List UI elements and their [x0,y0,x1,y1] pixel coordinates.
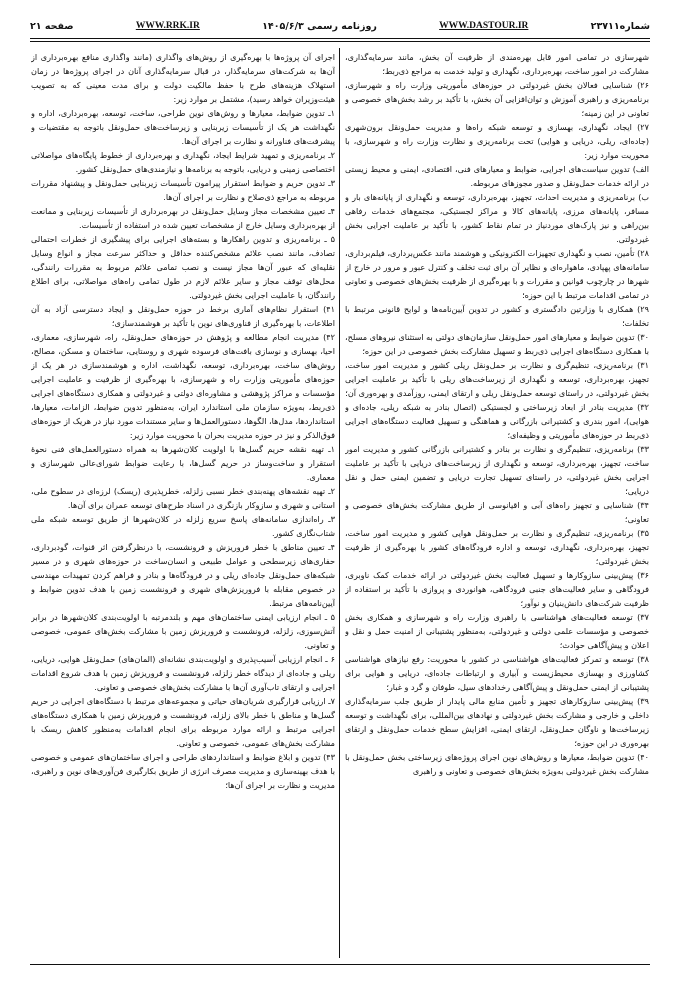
dastour-site-link[interactable]: WWW.DASTOUR.IR [439,21,529,31]
page-header [30,18,650,34]
paragraph: ۲ـ برنامه‌ریزی و تمهید شرایط ایجاد، نگهداری و بهره‌برداری از خطوط پایگاه‌های مواصلاتی اختصاصی زمینی و دریایی، باتوجه به برنامه‌ها و نیازمندی‌های حمل‌ونقل کشور. [31,150,335,174]
paragraph: ۳۴) شناسایی و تجهیز راه‌های آبی و اقیانوسی از طریق مشارکت بخش‌های خصوصی و تعاونی؛ [345,500,649,524]
paragraph: ۳۸) توسعه و تمرکز فعالیت‌های هواشناسی در کشور با محوریت: رفع نیازهای هواشناسی کشاورزی و بهسازی محیط‌زیست و آبیاری و ارتباطات جاده‌ای، دریایی و هوایی برای پشتیبانی از ایمنی حمل‌ونقل و پیش‌آگاهی رخدادهای سیل، طوفان و گرد و غبار؛ [345,654,649,692]
paragraph: ۲ـ تهیه نقشه‌های پهنه‌بندی خطر نسبی زلزله، خطرپذیری (ریسک) لرزه‌ای در سطوح ملی، استانی و شهری و سازوکار بازنگری در اسناد طرح‌های توسعه عمران برای آن‌ها. [31,486,335,510]
paragraph: ۳ـ راه‌اندازی سامانه‌های پاسخ سریع زلزله در کلان‌شهرها از طریق توسعه شبکه ملی شتاب‌نگاری کشور. [31,514,335,538]
paragraph: ۳۳) برنامه‌ریزی، تنظیم‌گری و نظارت بر بنادر و کشتیرانی بازرگانی کشور و مدیریت امور ساخت، تجهیز، بهره‌برداری، توسعه و نگهداری از زیرساخت‌های دریایی با تأکید بر عاملیت اجرایی بخش غیردولتی، در راستای تسهیل تجارت دریایی و تضمین ایمنی حمل و نقل دریایی؛ [345,444,649,496]
page-number: صفحه ۲۱ [30,20,74,32]
paragraph: ب) برنامه‌ریزی و مدیریت احداث، تجهیز، بهره‌برداری، توسعه و نگهداری از پایانه‌های بار و مسافر، پایانه‌های مرزی، پایانه‌های کالا و مراکز لجستیکی، مجتمع‌های خدمات رفاهی بین‌راهی و نیز پارک‌های موردنیاز در تمام نقاط کشور، با تأکید بر عاملیت اجرایی بخش غیردولتی. [345,192,649,244]
paragraph: ۴ـ تعیین مناطق با خطر فروریزش و فرونشست، با درنظرگرفتن اثر قنوات، گودبرداری، حفاری‌های زیرسطحی و عوامل طبیعی و انسان‌ساخت در حوزه‌های شهری و در مسیر شبکه‌های حمل‌ونقل جاده‌ای ریلی و در فرودگاه‌ها و بنادر و فراهم کردن تمهیدات مهندسی در خصوص مقابله با فروریزش‌های شهری و فرونشست زمین با هدف تدوین ضوابط و آیین‌نامه‌های مرتبط. [31,542,335,608]
paragraph: ۲۸) تأمین، نصب و نگهداری تجهیزات الکترونیکی و هوشمند مانند عکس‌برداری، فیلم‌برداری، سامانه‌های پهپادی، ماهواره‌ای و نظایر آن برای ثبت تخلف و کنترل عبور و مرور در خارج از شهرها در چارچوب قوانین و مقررات و با بهره‌گیری از ظرفیت بخش‌های خصوصی و تعاونی در تمامی اقدامات مرتبط با این حوزه؛ [345,248,649,300]
paragraph: ۱ـ تدوین ضوابط، معیارها و روش‌های نوین طراحی، ساخت، توسعه، بهره‌برداری، اداره و نگهداشت هر یک از تأسیسات زیربنایی و زیرساخت‌های حمل‌ونقل باتوجه به مقتضیات و پیشرفت‌های فناورانه و نظارت بر اجرای آن‌ها. [31,108,335,146]
paragraph: ۴۲) مدیریت انجام مطالعه و پژوهش در حوزه‌های حمل‌ونقل، راه، شهرسازی، معماری، احیا، بهسازی و نوسازی بافت‌های فرسوده شهری و روستایی، ساختمان و مسکن، مصالح، روش‌های ساخت، بهره‌برداری، توسعه، نگهداشت، اداره و هوشمندسازی در هر یک از حوزه‌های مأموریتی وزارت راه و شهرسازی، با بهره‌گیری از ظرفیت و عاملیت اجرایی مؤسسات و مراکز پژوهشی و مشاوره‌ای دولتی و غیردولتی و همکاری دستگاه‌های اجرایی ذی‌ربط، به‌ویژه سازمان ملی استاندارد ایران، به‌منظور تدوین ضوابط، الزامات، معیارها، استانداردها، مدل‌ها، الگوها، دستورالعمل‌ها و سایر مستندات مورد نیاز در هریک از حوزه‌های فوق‌الذکر و نیز در حوزه مدیریت بحران با محوریت موارد زیر: [31,332,335,440]
paragraph: ۴۱) استقرار نظام‌های آماری برخط در حوزه حمل‌ونقل و ایجاد دسترسی آزاد به آن اطلاعات، با بهره‌گیری از فناوری‌های نوین با تأکید بر هوشمندسازی؛ [31,304,335,328]
paragraph: ۵ ـ برنامه‌ریزی و تدوین راهکارها و بسته‌های اجرایی برای پیشگیری از خطرات احتمالی تصادف، مانند نصب علائم مشخص‌کننده حداقل و حداکثر سرعت مجاز و انواع وسایل نقلیه‌ای که عبور آن‌ها مجاز نیست و نصب تمامی علائم مربوط به مقررات رانندگی، محل‌های توقف مجاز و سایر علائم لازم در طول تمامی راه‌های مواصلاتی، برای اطلاع رانندگان، با عاملیت اجرایی بخش غیردولتی. [31,234,335,300]
paragraph: شهرسازی در تمامی امور قابل بهره‌مندی از ظرفیت آن بخش، مانند سرمایه‌گذاری، مشارکت در امور ساخت، بهره‌برداری، نگهداری و تولید خدمت به مراجع ذی‌ربط؛ [345,52,649,76]
paragraph: اجرای آن پروژه‌ها با بهره‌گیری از روش‌های واگذاری (مانند واگذاری منافع بهره‌برداری از آن‌ها به شرکت‌های سرمایه‌گذار، در قبال سرمایه‌گذاری آنان در اجرای پروژه‌ها در زمان استهلاک هزینه‌های طرح با حفظ مالکیت دولت و برای مدت معینی که به تصویب هیئت‌وزیران خواهد رسید)، مشتمل بر موارد زیر: [31,52,335,104]
paragraph: الف) تدوین سیاست‌های اجرایی، ضوابط و معیارهای فنی، اقتصادی، ایمنی و محیط زیستی در ارائه خدمات حمل‌ونقل و صدور مجوزهای مربوطه. [345,164,649,188]
paragraph: ۳۵) برنامه‌ریزی، تنظیم‌گری و نظارت بر حمل‌ونقل هوایی کشور و مدیریت امور ساخت، تجهیز، بهره‌برداری، نگهداری، توسعه و اداره فرودگاه‌های کشور با بهره‌گیری از ظرفیت بخش غیردولتی؛ [345,528,649,566]
paragraph: ۳ـ تدوین حریم و ضوابط استقرار پیرامون تأسیسات زیربنایی حمل‌ونقل و پیشنهاد مقررات مربوطه به مراجع ذی‌صلاح و نظارت بر اجرای آن‌ها. [31,178,335,202]
left-column [31,50,335,958]
paragraph: ۱ـ تهیه نقشه حریم گسل‌ها با اولویت کلان‌شهرها به همراه دستورالعمل‌های فنی نحوهٔ استقرار و ساخت‌وساز در حریم گسل‌ها، با رعایت ضوابط شورای‌عالی شهرسازی و معماری. [31,444,335,482]
paragraph: ۵ ـ انجام ارزیابی ایمنی ساختمان‌های مهم و بلندمرتبه با اولویت‌بندی کلان‌شهرها در برابر آتش‌سوزی، زلزله، فرونشست و فروریزش زمین با مشارکت بخش‌های عمومی، خصوصی و تعاونی. [31,612,335,650]
footer-rule [30,964,650,965]
paragraph: ۲۶) شناسایی فعالان بخش غیردولتی در حوزه‌های مأموریتی وزارت راه و شهرسازی، برنامه‌ریزی و راهبری آموزش و توان‌افزایی آن بخش، با تأکید بر رشد بخش‌های خصوصی و تعاونی در این زمینه؛ [345,80,649,118]
paragraph: ۳۹) پیش‌بینی سازوکارهای تجهیز و تأمین منابع مالی پایدار از طریق جلب سرمایه‌گذاری داخلی و خارجی و مشارکت بخش غیردولتی و نهادهای بین‌المللی، برای نگهداشت و توسعه زیرساخت‌ها و ناوگان حمل‌ونقل، ارتقای ایمنی، افزایش سطح خدمات حمل‌ونقل و ارتقای بهره‌وری در این حوزه؛ [345,696,649,748]
paragraph: ۶ ـ انجام ارزیابی آسیب‌پذیری و اولویت‌بندی نشانه‌ای (المان‌های) حمل‌ونقل هوایی، دریایی، ریلی و جاده‌ای از دیدگاه خطر زلزله، فرونشست و فروریزش زمین با هدف شروع اقدامات اجرایی و ارتقای تاب‌آوری آن‌ها با مشارکت بخش‌های خصوصی و تعاونی. [31,654,335,692]
paragraph: ۳۱) برنامه‌ریزی، تنظیم‌گری و نظارت بر حمل‌ونقل ریلی کشور و مدیریت امور ساخت، تجهیز، بهره‌برداری، توسعه و نگهداری از زیرساخت‌های ریلی با تأکید بر عاملیت اجرایی بخش غیردولتی، در راستای توسعه حمل‌ونقل ریلی و ارتقای ایمنی، روزآمدی و بهره‌وری آن؛ [345,360,649,398]
gazette-date: روزنامه رسمی ۱۴۰۵/۶/۳ [262,20,377,32]
paragraph: ۴۰) تدوین ضوابط، معیارها و روش‌های نوین اجرای پروژه‌های زیرساختی بخش حمل‌ونقل با مشارکت بخش غیردولتی به‌ویژه بخش‌های خصوصی و تعاونی و راهبری [345,752,649,776]
paragraph: ۲۹) همکاری با وزارتین دادگستری و کشور در تدوین آیین‌نامه‌ها و لوایح قانونی مرتبط با تخلفات؛ [345,304,649,328]
paragraph: ۳۶) پیش‌بینی سازوکارها و تسهیل فعالیت بخش غیردولتی در ارائه خدمات کمک ناوبری، فرودگاهی و سایر فعالیت‌های جنبی فرودگاهی، هوانوردی و پروازی با تأکید بر استفاده از ظرفیت شرکت‌های دانش‌بنیان و نوآور؛ [345,570,649,608]
rrk-site-link[interactable]: WWW.RRK.IR [135,21,200,31]
header-rule-top [30,38,650,39]
paragraph: ۳۰) تدوین ضوابط و معیارهای امور حمل‌ونقل سازمان‌های دولتی به استثنای نیروهای مسلح، با همکاری دستگاه‌های اجرایی ذی‌ربط و تسهیل مشارکت بخش خصوصی در این حوزه؛ [345,332,649,356]
paragraph: ۳۷) توسعه فعالیت‌های هواشناسی با راهبری وزارت راه و شهرسازی و همکاری بخش خصوصی و مؤسسات علمی دولتی و غیردولتی، به‌منظور پشتیبانی از امنیت حمل و نقل و اعلان و پیش‌آگاهی حوادث؛ [345,612,649,650]
paragraph: ۴۳) تدوین و ابلاغ ضوابط و استانداردهای طراحی و اجرای ساختمان‌های عمومی و خصوصی با هدف بهینه‌سازی و مدیریت مصرف انرژی از طریق بکارگیری فن‌آوری‌های نوین و راهبری، مدیریت و نظارت بر اجرای آن‌ها؛ [31,752,335,790]
issue-number: شماره۲۳۷۱۱ [590,20,650,32]
paragraph: ۳۲) مدیریت بنادر از ابعاد زیرساختی و لجستیکی (اتصال بنادر به شبکه ریلی، جاده‌ای و هوایی)، امور بندری و کشتیرانی بازرگانی و هماهنگی و تسهیل فعالیت دستگاه‌های اجرایی ذی‌ربط در حوزه‌های مأموریتی و وظیفه‌ای؛ [345,402,649,440]
column-divider [339,48,340,958]
header-rule-bottom [30,41,650,42]
right-column [345,50,649,958]
paragraph: ۷ـ ارزیابی قرارگیری شریان‌های حیاتی و مجموعه‌های مرتبط با دستگاه‌های اجرایی در حریم گسل‌ها و مناطق با خطر بالای زلزله، فرونشست و فروریزش زمین با همکاری دستگاه‌های اجرایی مرتبط و ارائه موارد مربوطه برای انجام اقدامات به‌منظور کاهش ریسک با مشارکت بخش‌های عمومی، خصوصی و تعاونی. [31,696,335,748]
paragraph: ۴ـ تعیین مشخصات مجاز وسایل حمل‌ونقل در بهره‌برداری از تأسیسات زیربنایی و ممانعت از بهره‌برداری وسایل خارج از مشخصات تعیین شده در استفاده از تأسیسات. [31,206,335,230]
paragraph: ۲۷) ایجاد، نگهداری، بهسازی و توسعه شبکه راه‌ها و مدیریت حمل‌ونقل برون‌شهری (جاده‌ای، ریلی، دریایی و هوایی) تحت برنامه‌ریزی و نظارت وزارت راه و شهرسازی، با محوریت موارد زیر: [345,122,649,160]
